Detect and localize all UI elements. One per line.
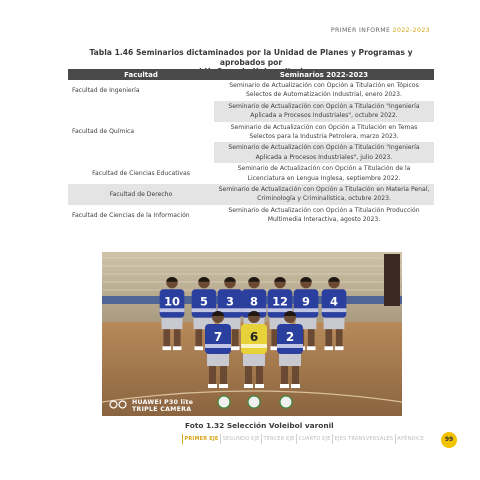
volleyball-0 [218,396,230,408]
table-row [68,163,434,184]
column-header-seminars: Seminarios 2022-2023 [214,69,434,80]
section-nav [182,434,426,444]
nav-item-segundo-eje[interactable]: SEGUNDO EJE [220,434,261,444]
table-caption-line-1: Tabla 1.46 Seminarios dictaminados por la Unidad de Planes y Programas y aprobados por [89,48,413,67]
jersey-number: 9 [302,294,310,309]
column-header-faculty: Facultad [68,69,214,80]
volleyball-2 [280,396,292,408]
seminars-table [68,69,434,226]
seminar-cell: Seminario de Actualización con Opción a Titulación Producción Multimedia Interactiva, agosto 2023. [228,206,420,224]
jersey-number: 5 [200,294,208,309]
jersey-number: 12 [272,294,288,309]
table-row [68,205,434,226]
table-row [68,80,434,101]
seminar-cell: Seminario de Actualización con Opción a Titulación en Materia Penal, Criminología y Criminalística, octubre 2023. [214,184,434,205]
seminar-cell: Seminario de Actualización con Opción a Titulación "Ingeniería Aplicada a Procesos Industriales", julio 2023. [214,142,434,163]
jersey-number: 10 [164,294,180,309]
table-row [68,184,434,205]
photo-caption: Foto 1.32 Selección Voleibol varonil [185,421,334,430]
page-number: 99 [441,432,457,448]
jersey-number: 6 [249,330,259,344]
team-photo [102,252,402,416]
camera-watermark [109,399,193,413]
nav-item-ejes-transversales[interactable]: EJES TRANSVERSALES [332,434,395,444]
report-year: 2022-2023 [392,27,430,34]
watermark-camera: TRIPLE CAMERA [132,406,192,413]
table-header-row [68,69,434,80]
camera-lens-icon [109,400,129,409]
faculty-cell: Facultad de Ingeniería [72,86,140,94]
team-photo-scene [102,252,402,416]
jersey-number: 2 [285,330,295,344]
faculty-cell: Facultad de Ciencias Educativas [92,169,190,177]
seminar-cell: Seminario de Actualización con Opción a Titulación en Temas Selectos para la Industria Petrolera, marzo 2023. [230,123,418,141]
nav-item-tercer-eje[interactable]: TERCER EJE [261,434,296,444]
nav-item-primer-eje[interactable]: PRIMER EJE [182,434,220,444]
jersey-number: 8 [250,294,258,309]
faculty-cell: Facultad de Derecho [68,184,214,205]
faculty-cell: Facultad de Química [68,101,214,163]
watermark-model: HUAWEI P30 lite [132,399,194,406]
report-title: PRIMER INFORME [330,27,391,34]
volleyball-1 [248,396,260,408]
seminar-cell: Seminario de Actualización con Opción a Titulación "Ingeniería Aplicada a Procesos Industriales", octubre 2022. [214,101,434,122]
faculty-cell: Facultad de Ciencias de la Información [72,211,190,219]
jersey-number: 3 [226,294,234,309]
nav-item-apendice[interactable]: APÉNDICE [395,434,426,444]
jersey-number: 7 [213,330,223,344]
jersey-number: 4 [330,294,338,309]
report-header [331,27,430,34]
seminar-cell: Seminario de Actualización con Opción a Titulación en Tópicos Selectos de Automatización Industrial, enero 2023. [229,82,419,99]
nav-item-cuarto-eje[interactable]: CUARTO EJE [296,434,332,444]
table-row [68,101,434,122]
seminar-cell: Seminario de Actualización con Opción a Titulación de la Licenciatura en Lengua Inglesa, septiembre 2022. [237,165,411,182]
